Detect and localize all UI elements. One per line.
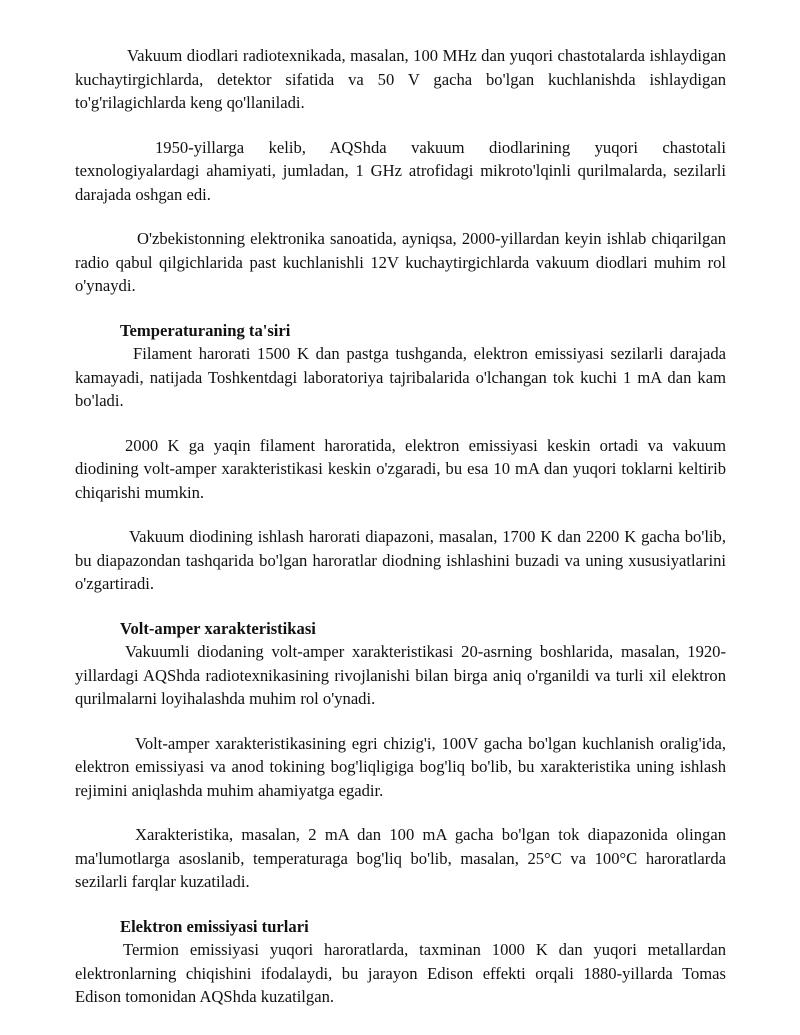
paragraph-volt-ampere-curve: Volt-amper xarakteristikasining egri chizig'i, 100V gacha bo'lgan kuchlanish oralig'ida, elektron emissiyasi va anod tokining bog'liqligiga bog'liq bo'lib, bu xarakteristika uning ishlash rejimini aniqlashda muhim ahamiyatga egadir. — [75, 733, 726, 800]
paragraph-volt-ampere-history: Vakuumli diodaning volt-amper xarakteristikasi 20-asrning boshlarida, masalan, 1920-yillardagi AQShda radiotexnikasining rivojlanishi bilan birga aniq o'rganildi va turli xil elektron qurilmalarni loyihalashda muhim rol o'ynadi. — [75, 642, 726, 708]
heading-volt-ampere: Volt-amper xarakteristikasi — [120, 618, 316, 638]
paragraph-filament-2000k: 2000 K ga yaqin filament haroratida, elektron emissiyasi keskin ortadi va vakuum diodining volt-amper xarakteristikasi keskin o'zgaradi, bu esa 10 mA dan yuqori toklarni keltirib chiqarishi mumkin. — [75, 435, 726, 502]
document-page — [75, 44, 726, 1030]
heading-emission-types: Elektron emissiyasi turlari — [120, 916, 309, 936]
paragraph-uzbekistan-industry: O'zbekistonning elektronika sanoatida, ayniqsa, 2000-yillardan keyin ishlab chiqarilgan radio qabul qilgichlarida past kuchlanishli 12V kuchaytirgichlarda vakuum diodlari muhim rol o'ynaydi. — [75, 229, 726, 295]
paragraph-1950s-usa: 1950-yillarga kelib, AQShda vakuum diodlarining yuqori chastotali texnologiyalardagi ahamiyati, jumladan, 1 GHz atrofidagi mikroto'lqinli qurilmalarda, sezilarli darajada oshgan edi. — [75, 137, 726, 204]
paragraph-thermionic-emission: Termion emissiyasi yuqori haroratlarda, taxminan 1000 K dan yuqori metallardan elektronlarning chiqishini ifodalaydi, bu jarayon Edison effekti orqali 1880-yillarda Tomas Edison tomonidan AQShda kuzatilgan. — [75, 940, 726, 1006]
paragraph-filament-1500k: Filament harorati 1500 K dan pastga tushganda, elektron emissiyasi sezilarli darajada kamayadi, natijada Toshkentdagi laboratoriya tajribalarida o'lchangan tok kuchi 1 mA dan kam bo'ladi. — [75, 344, 726, 410]
paragraph-temperature-range: Vakuum diodining ishlash harorati diapazoni, masalan, 1700 K dan 2200 K gacha bo'lib, bu diapazondan tashqarida bo'lgan haroratlar diodning ishlashini buzadi va uning xususiyatlarini o'zgartiradi. — [75, 527, 726, 593]
paragraph-characteristic-temperature: Xarakteristika, masalan, 2 mA dan 100 mA gacha bo'lgan tok diapazonida olingan ma'lumotlarga asoslanib, temperaturaga bog'liq bo'lib, masalan, 25°C va 100°C haroratlarda sezilarli farqlar kuzatiladi. — [75, 825, 726, 891]
heading-temperature-effect: Temperaturaning ta'siri — [120, 320, 291, 340]
paragraph-vacuum-diodes-applications: Vakuum diodlari radiotexnikada, masalan, 100 MHz dan yuqori chastotalarda ishlaydigan kuchaytirgichlarda, detektor sifatida va 50 V gacha bo'lgan kuchlanishda ishlaydigan to'g'rilagichlarda keng qo'llaniladi. — [75, 46, 726, 112]
